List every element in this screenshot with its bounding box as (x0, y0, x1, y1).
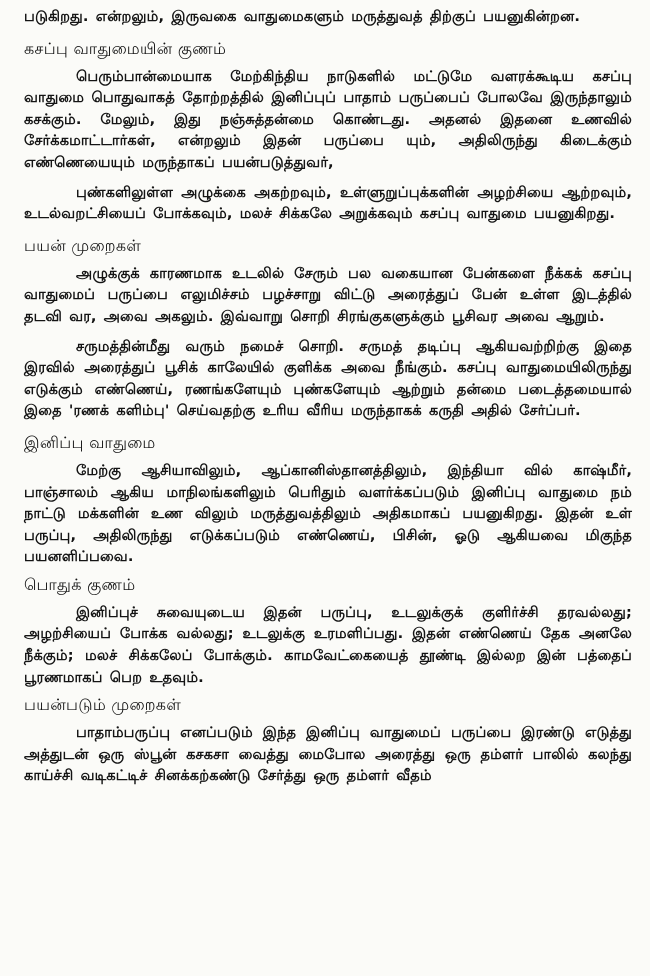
paragraph-bitter-2: புண்களிலுள்ள அழுக்கை அகற்றவும், உள்ளுறுப்புக்களின் அழற்சியை ஆற்றவும், உடல்வறட்சியைப் போக்கவும், மலச் சிக்கலே அறுக்கவும் கசப்பு வாதுமை பயனுகிறது. (24, 183, 632, 223)
paragraph-bitter-1: பெரும்பான்மையாக மேற்கிந்திய நாடுகளில் மட்டுமே வளரக்கூடிய கசப்பு வாதுமை பொதுவாகத் தோற்றத்தில் இனிப்புப் பாதாம் பருப்பைப் போலவே இருந்தாலும் கசக்கும். மேலும், இது நஞ்சுத்தன்மை கொண்டது. அதனல் இதனை உணவில் சேர்க்கமாட்டார்கள், என்றலும் இதன் பருப்பை யும், அதிலிருந்து கிடைக்கும் எண்ணெயையும் மருந்தாகப் பயன்படுத்துவர், (24, 67, 632, 171)
intro-paragraph: படுகிறது. என்றலும், இருவகை வாதுமைகளும் மருத்துவத் திற்குப் பயனுகின்றன. (24, 8, 580, 25)
heading-usage-methods: பயன் முறைகள் (24, 235, 142, 255)
paragraph-sweet-1: மேற்கு ஆசியாவிலும், ஆப்கானிஸ்தானத்திலும், இந்தியா வில் காஷ்மீர், பாஞ்சாலம் ஆகிய மாநிலங்களிலும் பெரிதும் வளர்க்கப்படும் இனிப்பு வாதுமை நம் நாட்டு மக்களின் உண விலும் மருத்துவத்திலும் அதிகமாகப் பயனுகிறது. இதன் உள் பருப்பு, அதிலிருந்து எடுக்கப்படும் எண்ணெய், பிசின், ஓடு ஆகியவை மிகுந்த பயனளிப்பவை. (24, 461, 632, 566)
heading-bitter-almond-properties: கசப்பு வாதுமையின் குணம் (24, 38, 227, 58)
paragraph-usage-1: அழுக்குக் காரணமாக உடலில் சேரும் பல வகையான பேன்களை நீக்கக் கசப்பு வாதுமைப் பருப்பை எலுமிச்சம் பழச்சாறு விட்டு அரைத்துப் பேன் உள்ள இடத்தில் தடவி வர, அவை அகலும். இவ்வாறு சொறி சிரங்குகளுக்கும் பூசிவர அவை ஆறும். (24, 264, 632, 325)
paragraph-usage2-1: பாதாம்பருப்பு எனப்படும் இந்த இனிப்பு வாதுமைப் பருப்பை இரண்டு எடுத்து அத்துடன் ஒரு ஸ்பூன் கசகசா வைத்து மைபோல அரைத்து ஒரு தம்ளர் பாலில் கலந்து காய்ச்சி வடிகட்டிச் சினக்கற்கண்டு சேர்த்து ஒரு தம்ளர் வீதம் (24, 724, 632, 785)
paragraph-general-1: இனிப்புச் சுவையுடைய இதன் பருப்பு, உடலுக்குக் குளிர்ச்சி தரவல்லது; அழற்சியைப் போக்க வல்லது; உடலுக்கு உரமளிப்பது. இதன் எண்ணெய் தேக அனலே நீக்கும்; மலச் சிக்கலேப் போக்கும். காமவேட்கையைத் தூண்டி இல்லற இன் பத்தைப் பூரணமாகப் பெற உதவும். (24, 603, 632, 686)
heading-usage-methods-2: பயன்படும் முறைகள் (24, 695, 182, 715)
paragraph-usage-2: சருமத்தின்மீது வரும் நமைச் சொறி. சருமத் தடிப்பு ஆகியவற்றிற்கு இதை இரவில் அரைத்துப் பூசிக் காலேயில் குளிக்க அவை நீங்கும். கசப்பு வாதுமையிலிருந்து எடுக்கும் எண்ணெய், ரணங்களேயும் புண்களேயும் ஆற்றும் தன்மை படைத்தமையால் இதை 'ரணக் களிம்பு' செய்வதற்கு உரிய வீரிய மருந்தாகக் கருதி அதில் சேர்ப்பர். (24, 337, 632, 420)
heading-sweet-almond: இனிப்பு வாதுமை (24, 432, 156, 452)
heading-general-properties: பொதுக் குணம் (24, 574, 136, 594)
